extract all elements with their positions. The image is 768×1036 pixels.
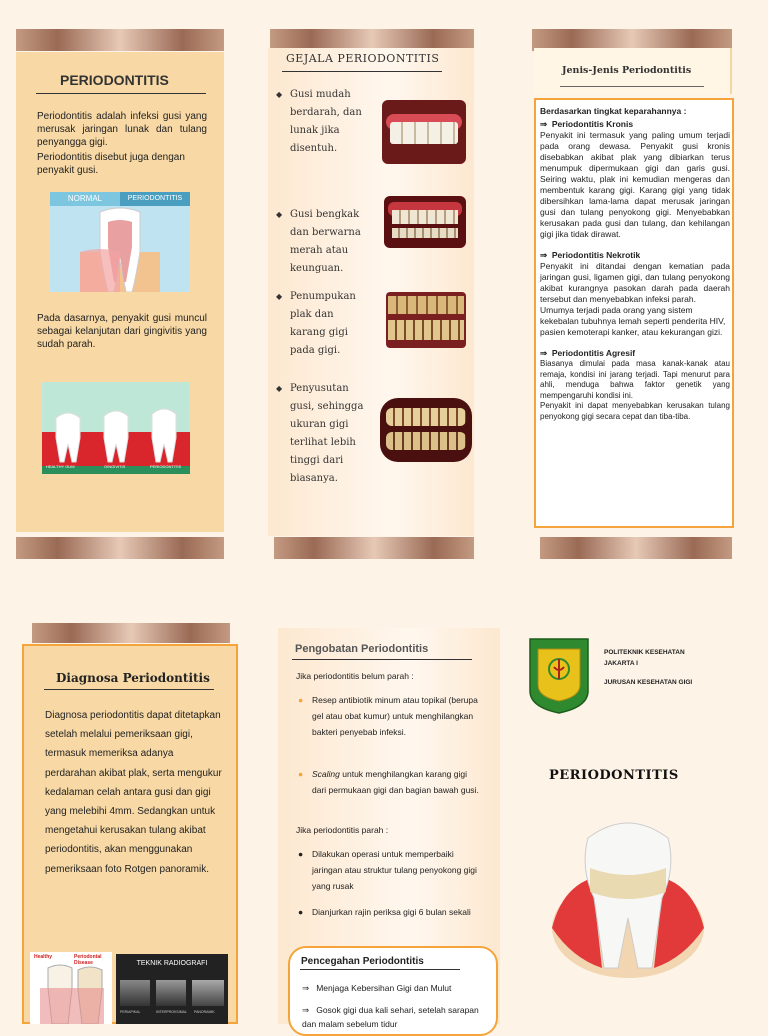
- img-label-periodontitis: PERIODONTITIS: [120, 192, 190, 206]
- gum-recession-photo: [380, 398, 472, 462]
- tooth-diagram-icon: [30, 952, 112, 1024]
- radiography-label: PERIAPIKAL: [120, 1010, 141, 1014]
- tooth-stages-icon: [42, 382, 190, 474]
- prevention-item: ⇒ Menjaga Kebersihan Gigi dan Mulut: [302, 983, 452, 993]
- treatment-sub: Jika periodontitis belum parah :: [296, 671, 414, 681]
- types-intro: Berdasarkan tingkat keparahannya :: [540, 106, 687, 116]
- treatment-item: ● Resep antibiotik minum atau topikal (berupa gel atau obat kumur) untuk menghilangkan bakteri penyebab infeksi.: [298, 695, 478, 737]
- divider: [300, 969, 460, 970]
- symptom-item: ◆ Penumpukan plak dan karang gigi pada gigi.: [276, 291, 356, 356]
- institution-name: [604, 647, 692, 688]
- prevention-title: Pencegahan Periodontitis: [301, 956, 424, 967]
- treatment-title: Pengobatan Periodontitis: [295, 643, 429, 655]
- definition-text: Periodontitis adalah infeksi gusi yang merusak jaringan lunak dan tulang penyangga gigi.: [37, 111, 207, 148]
- radiography-title: TEKNIK RADIOGRAFI: [136, 960, 208, 967]
- treatment-item: ● Dilakukan operasi untuk memperbaiki jaringan atau struktur tulang penyokong gigi yang rusak: [298, 849, 477, 891]
- diagram-label: Periodontal Disease: [74, 954, 102, 966]
- radiography-label: INTERPROKSIMAL: [156, 1010, 187, 1014]
- panel1-title: PERIODONTITIS: [60, 72, 169, 88]
- treatment-item: ● Dianjurkan rajin periksa gigi 6 bulan sekali: [298, 907, 471, 917]
- symptom-item: ◆ Gusi bengkak dan berwarna merah atau keunguan.: [276, 209, 361, 274]
- diagram-label: Healthy: [34, 954, 53, 960]
- treatment-sub: Jika periodontitis parah :: [296, 825, 389, 835]
- decor-bar: [274, 537, 474, 559]
- stage-label: PERIODONTITIS: [150, 464, 182, 469]
- stage-label: HEALTHY GUM: [46, 464, 75, 469]
- plaque-photo: [386, 292, 466, 348]
- divider: [292, 659, 472, 660]
- type-text: Biasanya dimulai pada masa kanak-kanak atau remaja, kondisi ini jarang terjadi. Tapi menurut para ahli, menduga bahwa faktor genetik yang mempengaruhi kondisi ini.: [540, 359, 730, 400]
- definition-text-2: Periodontitis disebut juga dengan penyakit gusi.: [37, 152, 185, 176]
- swollen-gum-photo: [384, 196, 466, 248]
- cover-tooth-image: [548, 808, 708, 978]
- institution-line: JURUSAN KESEHATAN GIGI: [604, 679, 693, 686]
- types-body: [540, 106, 730, 422]
- type-heading: ⇒ Periodontitis Agresif: [540, 348, 636, 358]
- decor-bar: [32, 623, 230, 643]
- radiography-image: [116, 954, 228, 1024]
- type-text: Umumya terjadi pada orang yang sistem kekebalan tubuhnya lemah seperti penderita HIV, pasien kemoterapi kanker, atau kekurangan gizi.: [540, 305, 726, 337]
- decor-bar: [16, 537, 224, 559]
- tooth-comparison-image: [50, 192, 190, 292]
- treatment-item: ● Scaling untuk menghilangkan karang gigi dari permukaan gigi dan bagian bawah gusi.: [298, 769, 479, 795]
- gum-stages-image: [42, 382, 190, 474]
- type-text: Penyakit ini termasuk yang paling umum terjadi pada orang dewasa. Penyakit gusi kronis disebabkan akibat plak yang dibiarkan terus menumpuk dipermukaan gigi dan garis gusi. Seiring waktu, plak ini kemudian mengeras dan membentuk karang gigi. Karang gigi yang tidak dibersihkan lama-lama dapat merusak jaringan gusi dan tulang penyokong gigi. Menyebabkan kerusakan pada gusi dan tulang, dan kehilangan gigi jika tidak dirawat.: [540, 130, 730, 239]
- type-heading: ⇒ Periodontitis Kronis: [540, 119, 634, 129]
- divider: [44, 689, 214, 690]
- diseased-tooth-icon: [548, 808, 708, 978]
- divider: [282, 71, 442, 72]
- divider: [36, 93, 206, 94]
- institution-line: POLITEKNIK KESEHATAN: [604, 649, 685, 656]
- type-heading: ⇒ Periodontitis Nekrotik: [540, 250, 641, 260]
- periodontal-diagram: [30, 952, 112, 1024]
- stage-label: GINGIVITIS: [104, 464, 126, 469]
- cover-title: PERIODONTITIS: [549, 768, 679, 783]
- gingivitis-text: Pada dasarnya, penyakit gusi muncul sebagai kelanjutan dari gingivitis yang sudah parah.: [37, 313, 207, 350]
- decor-bar: [540, 537, 732, 559]
- symptoms-title: GEJALA PERIODONTITIS: [286, 52, 440, 65]
- type-text: Penyakit ini ditandai dengan kematian pada jaringan gusi, ligamen gigi, dan tulang penyokong akibat kurangnya pasokan darah pada daerah tersebut dan menyebabkan infeksi parah.: [540, 261, 730, 304]
- type-text: Penyakit ini dapat menyebabkan kerusakan tulang penyokong gigi secara cepat dan tiba-tiba.: [540, 401, 730, 421]
- divider: [560, 86, 704, 87]
- institution-line: JAKARTA I: [604, 660, 638, 667]
- symptom-item: ◆ Penyusutan gusi, sehingga ukuran gigi terlihat lebih tinggi dari biasanya.: [276, 383, 364, 484]
- img-label-normal: NORMAL: [50, 192, 120, 206]
- tooth-cross-section-icon: [50, 192, 190, 292]
- bleeding-gum-photo: [382, 100, 466, 164]
- diagnosis-title: Diagnosa Periodontitis: [56, 671, 210, 685]
- symptom-item: ◆ Gusi mudah berdarah, dan lunak jika disentuh.: [276, 89, 362, 154]
- decor-bar: [16, 29, 224, 51]
- radiography-label: PANORAMIK: [194, 1010, 215, 1014]
- types-title: Jenis-Jenis Periodontitis: [562, 65, 692, 76]
- shield-icon: [528, 637, 590, 715]
- prevention-item: ⇒ Gosok gigi dua kali sehari, setelah sarapan dan malam sebelum tidur: [302, 1005, 479, 1029]
- diagnosis-text: Diagnosa periodontitis dapat ditetapkan setelah melalui pemeriksaan gigi, termasuk memeriksa adanya perdarahan akibat plak, serta mengukur kedalaman celah antara gusi dan gigi yang melebihi 4mm. Sedangkan untuk mengetahui kerusakan tulang akibat periodontitis, akan menggunakan pemeriksaan foto Rotgen panoramik.: [45, 710, 222, 875]
- institution-logo: [528, 637, 590, 715]
